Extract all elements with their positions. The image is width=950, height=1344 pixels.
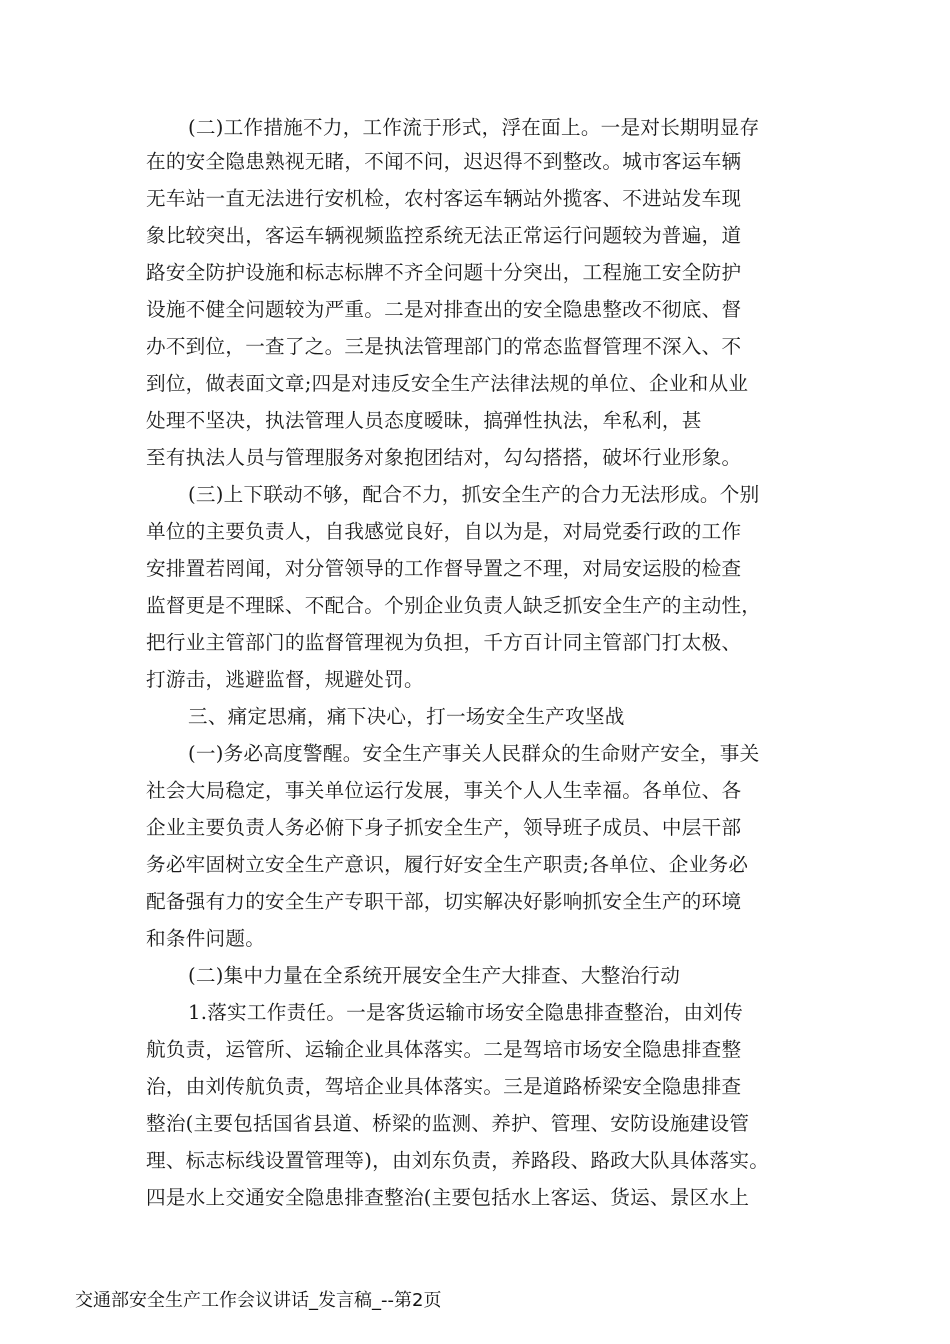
paragraph-line: 治，由刘传航负责，驾培企业具体落实。三是道路桥梁安全隐患排查 (146, 1075, 742, 1098)
paragraph-line: 安排置若罔闻，对分管领导的工作督导置之不理，对局安运股的检查 (146, 557, 742, 580)
page-footer: 交通部安全生产工作会议讲话_发言稿_--第2页 (75, 1290, 442, 1311)
paragraph-line: 到位，做表面文章;四是对违反安全生产法律法规的单位、企业和从业 (146, 372, 749, 395)
subsection-heading: (二)集中力量在全系统开展安全生产大排查、大整治行动 (188, 964, 681, 987)
paragraph-line: 务必牢固树立安全生产意识，履行好安全生产职责;各单位、企业务必 (146, 853, 749, 876)
paragraph-line: 四是水上交通安全隐患排查整治(主要包括水上客运、货运、景区水上 (146, 1186, 750, 1209)
paragraph-line: 航负责，运管所、运输企业具体落实。二是驾培市场安全隐患排查整 (146, 1038, 742, 1061)
paragraph-line: 把行业主管部门的监督管理视为负担，千方百计同主管部门打太极、 (146, 631, 742, 654)
paragraph-line: 处理不坚决，执法管理人员态度暧昧，搞弹性执法，牟私利，甚 (146, 409, 702, 432)
section-heading: 三、痛定思痛，痛下决心，打一场安全生产攻坚战 (188, 705, 625, 728)
paragraph-line: 单位的主要负责人，自我感觉良好，自以为是，对局党委行政的工作 (146, 520, 742, 543)
paragraph-line: 打游击，逃避监督，规避处罚。 (146, 668, 424, 691)
paragraph-line: 在的安全隐患熟视无睹，不闻不问，迟迟得不到整改。城市客运车辆 (146, 150, 742, 173)
paragraph-line: 和条件问题。 (146, 927, 266, 950)
paragraph-line: 社会大局稳定，事关单位运行发展，事关个人人生幸福。各单位、各 (146, 779, 742, 802)
paragraph-line: 1.落实工作责任。一是客货运输市场安全隐患排查整治，由刘传 (188, 1001, 743, 1024)
paragraph-line: 配备强有力的安全生产专职干部，切实解决好影响抓安全生产的环境 (146, 890, 742, 913)
paragraph-line: 整治(主要包括国省县道、桥梁的监测、养护、管理、安防设施建设管 (146, 1112, 750, 1135)
paragraph-line: 无车站一直无法进行安机检，农村客运车辆站外揽客、不进站发车现 (146, 187, 742, 210)
paragraph-line: 象比较突出，客运车辆视频监控系统无法正常运行问题较为普遍，道 (146, 224, 742, 247)
paragraph-line: 路安全防护设施和标志标牌不齐全问题十分突出，工程施工安全防护 (146, 261, 742, 284)
paragraph-line: (三)上下联动不够，配合不力，抓安全生产的合力无法形成。个别 (188, 483, 760, 506)
paragraph-line: 监督更是不理睬、不配合。个别企业负责人缺乏抓安全生产的主动性， (146, 594, 762, 617)
paragraph-line: 至有执法人员与管理服务对象抱团结对，勾勾搭搭，破坏行业形象。 (146, 446, 742, 469)
paragraph-line: 办不到位，一查了之。三是执法管理部门的常态监督管理不深入、不 (146, 335, 742, 358)
paragraph-line: (二)工作措施不力，工作流于形式，浮在面上。一是对长期明显存 (188, 116, 760, 139)
paragraph-line: 理、标志标线设置管理等)，由刘东负责，养路段、路政大队具体落实。 (146, 1149, 770, 1172)
paragraph-line: (一)务必高度警醒。安全生产事关人民群众的生命财产安全，事关 (188, 742, 760, 765)
paragraph-line: 设施不健全问题较为严重。二是对排查出的安全隐患整改不彻底、督 (146, 298, 742, 321)
paragraph-line: 企业主要负责人务必俯下身子抓安全生产，领导班子成员、中层干部 (146, 816, 742, 839)
